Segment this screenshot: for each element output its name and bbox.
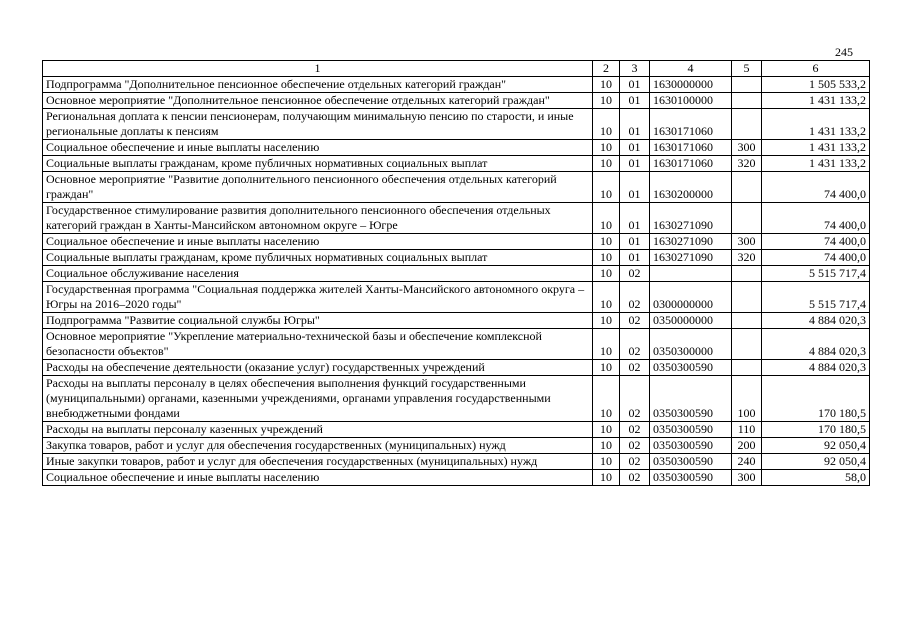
page-number: 245 [835, 45, 853, 59]
table-row [43, 109, 870, 140]
row-amount: 1 431 133,2 [762, 109, 870, 140]
row-subsection: 01 [620, 172, 650, 203]
header-cell: 4 [650, 61, 732, 77]
row-name: Основное мероприятие "Дополнительное пенсионное обеспечение отдельных категорий граждан" [43, 93, 593, 109]
row-target-code: 1630271090 [650, 234, 732, 250]
header-cell: 3 [620, 61, 650, 77]
row-section: 10 [593, 470, 620, 486]
row-section: 10 [593, 156, 620, 172]
row-section: 10 [593, 203, 620, 234]
table-row [43, 454, 870, 470]
row-expense-group [732, 313, 762, 329]
row-name: Социальное обеспечение и иные выплаты населению [43, 234, 593, 250]
row-amount: 170 180,5 [762, 422, 870, 438]
table-row [43, 422, 870, 438]
table-row [43, 376, 870, 422]
header-cell: 1 [43, 61, 593, 77]
row-section: 10 [593, 109, 620, 140]
table-row [43, 250, 870, 266]
row-subsection: 01 [620, 109, 650, 140]
row-name: Расходы на выплаты персоналу казенных учреждений [43, 422, 593, 438]
row-subsection: 02 [620, 266, 650, 282]
row-amount: 92 050,4 [762, 438, 870, 454]
row-section: 10 [593, 438, 620, 454]
table-header [43, 61, 870, 77]
row-section: 10 [593, 234, 620, 250]
header-cell: 6 [762, 61, 870, 77]
row-target-code: 1630171060 [650, 140, 732, 156]
row-name: Государственная программа "Социальная поддержка жителей Ханты-Мансийского автономного округа – Югры на 2016–2020 годы" [43, 282, 593, 313]
row-target-code: 0350300590 [650, 376, 732, 422]
row-target-code: 1630271090 [650, 203, 732, 234]
row-target-code: 0350300590 [650, 454, 732, 470]
table-row [43, 282, 870, 313]
table-row [43, 329, 870, 360]
row-target-code: 1630271090 [650, 250, 732, 266]
row-expense-group [732, 266, 762, 282]
row-expense-group [732, 203, 762, 234]
row-name: Подпрограмма "Развитие социальной службы Югры" [43, 313, 593, 329]
row-expense-group [732, 172, 762, 203]
row-amount: 74 400,0 [762, 203, 870, 234]
row-section: 10 [593, 313, 620, 329]
header-cell: 5 [732, 61, 762, 77]
row-target-code: 0300000000 [650, 282, 732, 313]
row-expense-group [732, 360, 762, 376]
row-amount: 4 884 020,3 [762, 360, 870, 376]
table-row [43, 234, 870, 250]
table-row [43, 470, 870, 486]
row-subsection: 01 [620, 234, 650, 250]
table-row [43, 203, 870, 234]
row-expense-group [732, 77, 762, 93]
row-subsection: 02 [620, 454, 650, 470]
row-subsection: 02 [620, 376, 650, 422]
row-expense-group: 320 [732, 250, 762, 266]
row-target-code: 0350300590 [650, 360, 732, 376]
row-subsection: 01 [620, 250, 650, 266]
table-row [43, 172, 870, 203]
row-target-code: 1630100000 [650, 93, 732, 109]
row-section: 10 [593, 140, 620, 156]
row-section: 10 [593, 172, 620, 203]
table-row [43, 93, 870, 109]
row-amount: 1 431 133,2 [762, 140, 870, 156]
table-row [43, 156, 870, 172]
row-section: 10 [593, 454, 620, 470]
row-expense-group [732, 329, 762, 360]
row-expense-group [732, 109, 762, 140]
row-subsection: 01 [620, 77, 650, 93]
row-name: Расходы на обеспечение деятельности (оказание услуг) государственных учреждений [43, 360, 593, 376]
row-name: Социальное обслуживание населения [43, 266, 593, 282]
budget-table [42, 60, 870, 486]
row-amount: 5 515 717,4 [762, 282, 870, 313]
row-section: 10 [593, 282, 620, 313]
row-subsection: 01 [620, 140, 650, 156]
row-expense-group: 300 [732, 470, 762, 486]
row-subsection: 02 [620, 329, 650, 360]
row-target-code: 1630200000 [650, 172, 732, 203]
row-amount: 58,0 [762, 470, 870, 486]
row-subsection: 01 [620, 203, 650, 234]
row-target-code: 0350300590 [650, 470, 732, 486]
row-expense-group: 300 [732, 140, 762, 156]
row-name: Подпрограмма "Дополнительное пенсионное обеспечение отдельных категорий граждан" [43, 77, 593, 93]
table-body [43, 77, 870, 486]
row-amount: 4 884 020,3 [762, 329, 870, 360]
row-name: Социальные выплаты гражданам, кроме публичных нормативных социальных выплат [43, 250, 593, 266]
row-section: 10 [593, 329, 620, 360]
row-target-code [650, 266, 732, 282]
row-target-code: 1630171060 [650, 156, 732, 172]
row-name: Закупка товаров, работ и услуг для обеспечения государственных (муниципальных) нужд [43, 438, 593, 454]
table-row [43, 360, 870, 376]
row-amount: 170 180,5 [762, 376, 870, 422]
row-amount: 92 050,4 [762, 454, 870, 470]
row-subsection: 02 [620, 438, 650, 454]
row-section: 10 [593, 376, 620, 422]
table-row [43, 140, 870, 156]
row-target-code: 1630000000 [650, 77, 732, 93]
row-expense-group [732, 93, 762, 109]
row-target-code: 0350300590 [650, 438, 732, 454]
row-name: Социальное обеспечение и иные выплаты населению [43, 140, 593, 156]
row-expense-group: 320 [732, 156, 762, 172]
row-amount: 74 400,0 [762, 250, 870, 266]
row-section: 10 [593, 250, 620, 266]
row-section: 10 [593, 266, 620, 282]
row-subsection: 01 [620, 156, 650, 172]
table-row [43, 77, 870, 93]
row-name: Основное мероприятие "Укрепление материально-технической базы и обеспечение комплексной безопасности объектов" [43, 329, 593, 360]
row-name: Основное мероприятие "Развитие дополнительного пенсионного обеспечения отдельных категорий граждан" [43, 172, 593, 203]
row-name: Социальное обеспечение и иные выплаты населению [43, 470, 593, 486]
row-subsection: 02 [620, 422, 650, 438]
table-row [43, 313, 870, 329]
row-amount: 1 505 533,2 [762, 77, 870, 93]
row-expense-group: 100 [732, 376, 762, 422]
row-amount: 74 400,0 [762, 234, 870, 250]
row-name: Региональная доплата к пенсии пенсионерам, получающим минимальную пенсию по старости, и иные региональные доплаты к пенсиям [43, 109, 593, 140]
row-name: Расходы на выплаты персоналу в целях обеспечения выполнения функций государственными (муниципальными) органами, казенными учреждениями, органами управления государственными внебюджетными фондами [43, 376, 593, 422]
row-amount: 1 431 133,2 [762, 156, 870, 172]
row-target-code: 1630171060 [650, 109, 732, 140]
row-section: 10 [593, 93, 620, 109]
table-row [43, 438, 870, 454]
row-subsection: 02 [620, 470, 650, 486]
row-expense-group [732, 282, 762, 313]
row-name: Государственное стимулирование развития дополнительного пенсионного обеспечения отдельных категорий граждан в Ханты-Мансийском автономном округе – Югре [43, 203, 593, 234]
row-section: 10 [593, 77, 620, 93]
row-target-code: 0350000000 [650, 313, 732, 329]
row-amount: 4 884 020,3 [762, 313, 870, 329]
table-row [43, 266, 870, 282]
row-target-code: 0350300590 [650, 422, 732, 438]
row-subsection: 02 [620, 360, 650, 376]
row-amount: 74 400,0 [762, 172, 870, 203]
row-expense-group: 200 [732, 438, 762, 454]
row-amount: 1 431 133,2 [762, 93, 870, 109]
row-subsection: 02 [620, 282, 650, 313]
row-expense-group: 240 [732, 454, 762, 470]
row-amount: 5 515 717,4 [762, 266, 870, 282]
row-section: 10 [593, 422, 620, 438]
header-row [43, 61, 870, 77]
row-section: 10 [593, 360, 620, 376]
row-name: Социальные выплаты гражданам, кроме публичных нормативных социальных выплат [43, 156, 593, 172]
row-subsection: 01 [620, 93, 650, 109]
row-expense-group: 300 [732, 234, 762, 250]
row-subsection: 02 [620, 313, 650, 329]
row-expense-group: 110 [732, 422, 762, 438]
header-cell: 2 [593, 61, 620, 77]
row-name: Иные закупки товаров, работ и услуг для обеспечения государственных (муниципальных) нужд [43, 454, 593, 470]
row-target-code: 0350300000 [650, 329, 732, 360]
